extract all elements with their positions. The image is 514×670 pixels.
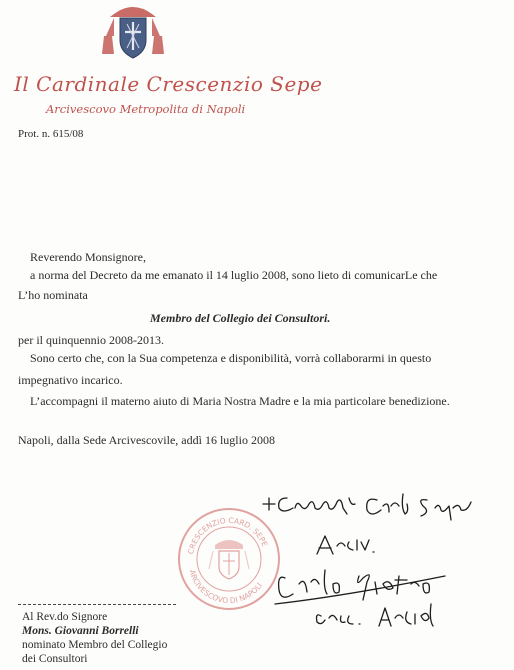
letterhead-name: Il Cardinale Crescenzio Sepe: [14, 72, 323, 96]
recipient-line-1: Al Rev.do Signore: [22, 611, 108, 623]
stamp-bottom-text: ARCIVESCOVO DI NAPOLI: [187, 568, 264, 606]
recipient-line-3: nominato Membro del Collegio: [22, 639, 168, 651]
dateline: Napoli, dalla Sede Arcivescovile, addì 16 luglio 2008: [18, 433, 275, 447]
recipient-name: Mons. Giovanni Borrelli: [22, 625, 139, 637]
body-line-3: per il quinquennio 2008-2013.: [18, 333, 164, 347]
coat-of-arms-emblem: [100, 2, 166, 62]
handwritten-signature: [255, 484, 485, 632]
appointment-role: Membro del Collegio dei Consultori.: [150, 311, 331, 325]
body-line-1: a norma del Decreto da me emanato il 14 luglio 2008, sono lieto di comunicarLe che: [30, 268, 438, 282]
recipient-line-4: dei Consultori: [22, 653, 88, 665]
protocol-number: Prot. n. 615/08: [18, 128, 84, 140]
letterhead-title: Arcivescovo Metropolita di Napoli: [46, 102, 246, 116]
body-line-4: Sono certo che, con la Sua competenza e disponibilità, vorrà collaborarmi in questo: [30, 351, 432, 365]
stamp-top-text: CRESCENZIO CARD. SEPE: [186, 515, 270, 555]
signature-divider-line: [18, 604, 176, 605]
body-line-5: impegnativo incarico.: [18, 373, 123, 387]
body-line-2: L’ho nominata: [18, 288, 88, 302]
salutation: Reverendo Monsignore,: [30, 250, 146, 264]
body-line-6: L’accompagni il materno aiuto di Maria Nostra Madre e la mia particolare benedizione.: [30, 394, 450, 408]
